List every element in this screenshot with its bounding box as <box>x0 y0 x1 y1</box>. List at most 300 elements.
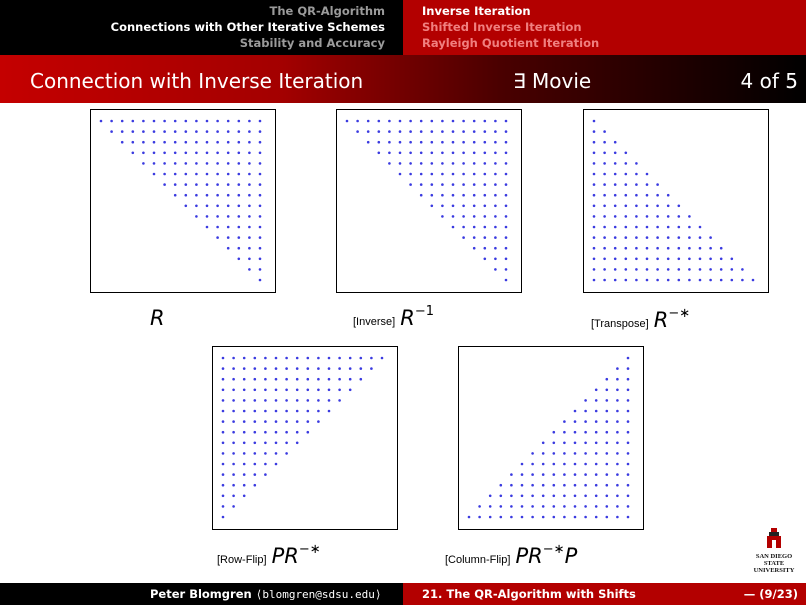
nonzero-entry <box>195 162 198 165</box>
footer-author-bar <box>0 583 403 605</box>
nonzero-entry <box>259 141 262 144</box>
nonzero-entry <box>232 463 235 466</box>
nonzero-entry <box>614 152 617 155</box>
nonzero-entry <box>248 130 251 133</box>
nonzero-entry <box>627 378 630 381</box>
nonzero-entry <box>216 130 219 133</box>
nonzero-entry <box>720 268 723 271</box>
nonzero-entry <box>473 162 476 165</box>
nav-section-connections[interactable]: Connections with Other Iterative Schemes <box>110 20 385 34</box>
nonzero-entry <box>206 183 209 186</box>
nonzero-entry <box>216 226 219 229</box>
nonzero-entry <box>388 120 391 123</box>
nonzero-entry <box>195 152 198 155</box>
nonzero-entry <box>614 183 617 186</box>
nonzero-entry <box>688 215 691 218</box>
nonzero-entry <box>709 247 712 250</box>
nonzero-entry <box>195 120 198 123</box>
author-name: Peter Blomgren <box>150 587 252 601</box>
nonzero-entry <box>227 130 230 133</box>
nonzero-entry <box>275 431 278 434</box>
nonzero-entry <box>625 205 628 208</box>
nonzero-entry <box>468 516 471 519</box>
nonzero-entry <box>227 215 230 218</box>
nonzero-entry <box>593 258 596 261</box>
nonzero-entry <box>699 279 702 282</box>
frame-title-bar <box>0 55 806 103</box>
nonzero-entry <box>307 431 310 434</box>
nonzero-entry <box>367 130 370 133</box>
nonzero-entry <box>285 452 288 455</box>
nonzero-entry <box>206 130 209 133</box>
nonzero-entry <box>185 120 188 123</box>
nonzero-entry <box>307 399 310 402</box>
nonzero-entry <box>275 463 278 466</box>
matrix-r-transpose-sparsity-plot <box>584 110 768 292</box>
nonzero-entry <box>616 495 619 498</box>
nonzero-entry <box>627 367 630 370</box>
nonzero-entry <box>656 215 659 218</box>
nonzero-entry <box>625 152 628 155</box>
nonzero-entry <box>473 226 476 229</box>
nonzero-entry <box>462 236 465 239</box>
nonzero-entry <box>688 247 691 250</box>
nonzero-entry <box>243 357 246 360</box>
nonzero-entry <box>243 452 246 455</box>
nonzero-entry <box>420 173 423 176</box>
nonzero-entry <box>505 236 508 239</box>
nonzero-entry <box>462 183 465 186</box>
nonzero-entry <box>431 194 434 197</box>
nonzero-entry <box>553 495 556 498</box>
nonzero-entry <box>616 463 619 466</box>
nonzero-entry <box>606 431 609 434</box>
nonzero-entry <box>264 399 267 402</box>
nonzero-entry <box>349 357 352 360</box>
nonzero-entry <box>238 183 241 186</box>
nonzero-entry <box>232 473 235 476</box>
matrix-column-flip-panel <box>458 346 644 530</box>
nonzero-entry <box>614 268 617 271</box>
nonzero-entry <box>614 279 617 282</box>
nonzero-entry <box>614 162 617 165</box>
nonzero-entry <box>593 236 596 239</box>
nonzero-entry <box>646 279 649 282</box>
nonzero-entry <box>370 357 373 360</box>
nonzero-entry <box>646 183 649 186</box>
nonzero-entry <box>388 162 391 165</box>
nonzero-entry <box>259 130 262 133</box>
nonzero-entry <box>563 516 566 519</box>
nonzero-entry <box>206 173 209 176</box>
nonzero-entry <box>656 279 659 282</box>
nonzero-entry <box>307 389 310 392</box>
nonzero-entry <box>606 399 609 402</box>
nonzero-entry <box>494 120 497 123</box>
nonzero-entry <box>563 452 566 455</box>
nonzero-entry <box>100 120 103 123</box>
nonzero-entry <box>243 431 246 434</box>
nonzero-entry <box>505 162 508 165</box>
nav-subsection-shifted-inverse[interactable]: Shifted Inverse Iteration <box>422 20 582 34</box>
nonzero-entry <box>627 410 630 413</box>
nonzero-entry <box>285 389 288 392</box>
section-list <box>0 0 403 55</box>
nonzero-entry <box>563 420 566 423</box>
nonzero-entry <box>222 442 225 445</box>
nonzero-entry <box>606 442 609 445</box>
caption-transpose-math: R <box>653 308 669 332</box>
footer-talk-bar <box>403 583 806 605</box>
nonzero-entry <box>254 420 257 423</box>
caption-row-flip-math: PR <box>271 544 299 568</box>
nonzero-entry <box>614 236 617 239</box>
nonzero-entry <box>238 205 241 208</box>
nonzero-entry <box>232 420 235 423</box>
nonzero-entry <box>174 152 177 155</box>
nonzero-entry <box>259 205 262 208</box>
nonzero-entry <box>606 452 609 455</box>
nonzero-entry <box>338 378 341 381</box>
nonzero-entry <box>243 484 246 487</box>
sdsu-logo <box>746 527 802 574</box>
nonzero-entry <box>163 141 166 144</box>
nonzero-entry <box>656 194 659 197</box>
nonzero-entry <box>595 389 598 392</box>
nonzero-entry <box>606 463 609 466</box>
nonzero-entry <box>388 130 391 133</box>
nonzero-entry <box>478 516 481 519</box>
nonzero-entry <box>595 516 598 519</box>
nonzero-entry <box>254 378 257 381</box>
nonzero-entry <box>625 279 628 282</box>
nonzero-entry <box>462 130 465 133</box>
nonzero-entry <box>531 505 534 508</box>
nonzero-entry <box>222 495 225 498</box>
nonzero-entry <box>635 247 638 250</box>
nonzero-entry <box>296 367 299 370</box>
nav-section-stability[interactable]: Stability and Accuracy <box>239 36 385 50</box>
nonzero-entry <box>473 173 476 176</box>
nonzero-entry <box>275 442 278 445</box>
movie-link[interactable]: ∃ Movie <box>513 69 592 93</box>
nonzero-entry <box>584 431 587 434</box>
caption-transpose-sup: −∗ <box>668 306 691 321</box>
nonzero-entry <box>603 173 606 176</box>
nonzero-entry <box>431 173 434 176</box>
nonzero-entry <box>409 173 412 176</box>
nonzero-entry <box>153 130 156 133</box>
nonzero-entry <box>195 183 198 186</box>
nonzero-entry <box>603 141 606 144</box>
nonzero-entry <box>174 194 177 197</box>
nonzero-entry <box>285 431 288 434</box>
nonzero-entry <box>593 152 596 155</box>
nonzero-entry <box>627 505 630 508</box>
nonzero-entry <box>259 152 262 155</box>
nonzero-entry <box>195 194 198 197</box>
nonzero-entry <box>317 389 320 392</box>
section-navigation <box>0 0 806 55</box>
nonzero-entry <box>625 162 628 165</box>
nonzero-entry <box>627 495 630 498</box>
nonzero-entry <box>222 378 225 381</box>
nonzero-entry <box>462 226 465 229</box>
nonzero-entry <box>627 357 630 360</box>
nonzero-entry <box>195 130 198 133</box>
nonzero-entry <box>574 452 577 455</box>
nonzero-entry <box>420 183 423 186</box>
nonzero-entry <box>248 205 251 208</box>
nonzero-entry <box>616 367 619 370</box>
nonzero-entry <box>606 495 609 498</box>
nonzero-entry <box>595 442 598 445</box>
nonzero-entry <box>688 279 691 282</box>
nonzero-entry <box>699 258 702 261</box>
nonzero-entry <box>741 268 744 271</box>
nonzero-entry <box>646 215 649 218</box>
nonzero-entry <box>238 173 241 176</box>
matrix-r-panel <box>90 109 276 293</box>
nonzero-entry <box>206 226 209 229</box>
nonzero-entry <box>163 120 166 123</box>
nonzero-entry <box>593 194 596 197</box>
nonzero-entry <box>307 420 310 423</box>
caption-r-math: R <box>150 306 165 330</box>
nonzero-entry <box>285 378 288 381</box>
nonzero-entry <box>627 463 630 466</box>
nonzero-entry <box>238 130 241 133</box>
nonzero-entry <box>489 495 492 498</box>
nonzero-entry <box>328 378 331 381</box>
nonzero-entry <box>484 258 487 261</box>
nonzero-entry <box>595 473 598 476</box>
nonzero-entry <box>238 141 241 144</box>
nonzero-entry <box>616 378 619 381</box>
nonzero-entry <box>625 236 628 239</box>
nonzero-entry <box>441 141 444 144</box>
nonzero-entry <box>110 130 113 133</box>
nonzero-entry <box>574 431 577 434</box>
nonzero-entry <box>688 258 691 261</box>
nonzero-entry <box>603 194 606 197</box>
nonzero-entry <box>473 205 476 208</box>
nav-subsection-inverse-iteration[interactable]: Inverse Iteration <box>422 4 531 18</box>
nonzero-entry <box>185 130 188 133</box>
nonzero-entry <box>317 367 320 370</box>
nonzero-entry <box>678 215 681 218</box>
nonzero-entry <box>494 162 497 165</box>
nonzero-entry <box>484 183 487 186</box>
nonzero-entry <box>595 463 598 466</box>
nonzero-entry <box>603 226 606 229</box>
nonzero-entry <box>132 141 135 144</box>
nonzero-entry <box>484 215 487 218</box>
nonzero-entry <box>521 505 524 508</box>
nonzero-entry <box>452 141 455 144</box>
nonzero-entry <box>603 162 606 165</box>
nonzero-entry <box>238 215 241 218</box>
nonzero-entry <box>584 516 587 519</box>
nonzero-entry <box>259 226 262 229</box>
nonzero-entry <box>494 247 497 250</box>
nonzero-entry <box>264 378 267 381</box>
nonzero-entry <box>593 279 596 282</box>
nonzero-entry <box>595 484 598 487</box>
nonzero-entry <box>462 205 465 208</box>
nonzero-entry <box>153 120 156 123</box>
nonzero-entry <box>709 258 712 261</box>
nonzero-entry <box>505 258 508 261</box>
frame-title: Connection with Inverse Iteration <box>30 69 364 93</box>
nonzero-entry <box>243 420 246 423</box>
nonzero-entry <box>510 495 513 498</box>
nonzero-entry <box>574 463 577 466</box>
nonzero-entry <box>593 205 596 208</box>
caption-inverse-math: R <box>400 306 415 330</box>
nav-section-qr-algorithm[interactable]: The QR-Algorithm <box>269 4 385 18</box>
nonzero-entry <box>275 389 278 392</box>
nonzero-entry <box>248 268 251 271</box>
nonzero-entry <box>296 389 299 392</box>
nonzero-entry <box>185 152 188 155</box>
nonzero-entry <box>500 505 503 508</box>
nonzero-entry <box>603 183 606 186</box>
nonzero-entry <box>409 152 412 155</box>
nonzero-entry <box>584 505 587 508</box>
nonzero-entry <box>216 205 219 208</box>
nonzero-entry <box>259 247 262 250</box>
nonzero-entry <box>259 279 262 282</box>
nonzero-entry <box>238 120 241 123</box>
nonzero-entry <box>370 367 373 370</box>
nonzero-entry <box>531 484 534 487</box>
nonzero-entry <box>216 141 219 144</box>
nonzero-entry <box>574 495 577 498</box>
nonzero-entry <box>232 367 235 370</box>
nonzero-entry <box>584 463 587 466</box>
nonzero-entry <box>574 505 577 508</box>
nonzero-entry <box>275 452 278 455</box>
nonzero-entry <box>462 194 465 197</box>
nonzero-entry <box>603 258 606 261</box>
nonzero-entry <box>494 173 497 176</box>
nonzero-entry <box>142 120 145 123</box>
nonzero-entry <box>259 215 262 218</box>
nonzero-entry <box>531 452 534 455</box>
nonzero-entry <box>259 194 262 197</box>
nonzero-entry <box>378 120 381 123</box>
nonzero-entry <box>678 258 681 261</box>
nonzero-entry <box>431 205 434 208</box>
nonzero-entry <box>462 162 465 165</box>
nonzero-entry <box>259 173 262 176</box>
nonzero-entry <box>296 399 299 402</box>
matrix-column-flip-sparsity-plot <box>459 347 643 529</box>
nonzero-entry <box>238 236 241 239</box>
nonzero-entry <box>542 452 545 455</box>
nonzero-entry <box>338 399 341 402</box>
nonzero-entry <box>216 183 219 186</box>
nonzero-entry <box>462 141 465 144</box>
nonzero-entry <box>603 236 606 239</box>
nonzero-entry <box>625 247 628 250</box>
nonzero-entry <box>752 279 755 282</box>
nonzero-entry <box>473 215 476 218</box>
nonzero-entry <box>285 420 288 423</box>
nonzero-entry <box>741 279 744 282</box>
nonzero-entry <box>667 279 670 282</box>
nonzero-entry <box>431 141 434 144</box>
nonzero-entry <box>584 495 587 498</box>
nonzero-entry <box>238 226 241 229</box>
nonzero-entry <box>656 226 659 229</box>
nonzero-entry <box>222 420 225 423</box>
nonzero-entry <box>360 367 363 370</box>
nonzero-entry <box>667 258 670 261</box>
caption-row-flip-sup: −∗ <box>298 542 321 557</box>
nonzero-entry <box>216 173 219 176</box>
nonzero-entry <box>142 152 145 155</box>
nonzero-entry <box>232 378 235 381</box>
nonzero-entry <box>505 268 508 271</box>
nonzero-entry <box>614 247 617 250</box>
nonzero-entry <box>206 152 209 155</box>
nonzero-entry <box>593 141 596 144</box>
nonzero-entry <box>222 410 225 413</box>
nonzero-entry <box>254 473 257 476</box>
nonzero-entry <box>593 173 596 176</box>
nonzero-entry <box>614 215 617 218</box>
nonzero-entry <box>275 367 278 370</box>
nonzero-entry <box>553 431 556 434</box>
nonzero-entry <box>349 389 352 392</box>
nonzero-entry <box>431 120 434 123</box>
nonzero-entry <box>409 183 412 186</box>
nonzero-entry <box>646 258 649 261</box>
nonzero-entry <box>121 141 124 144</box>
nonzero-entry <box>563 495 566 498</box>
nav-subsection-rayleigh[interactable]: Rayleigh Quotient Iteration <box>422 36 600 50</box>
nonzero-entry <box>584 452 587 455</box>
nonzero-entry <box>222 516 225 519</box>
nonzero-entry <box>452 130 455 133</box>
nonzero-entry <box>462 152 465 155</box>
nonzero-entry <box>614 194 617 197</box>
nonzero-entry <box>625 173 628 176</box>
nonzero-entry <box>264 473 267 476</box>
nonzero-entry <box>153 152 156 155</box>
nonzero-entry <box>259 268 262 271</box>
nonzero-entry <box>688 268 691 271</box>
nonzero-entry <box>688 226 691 229</box>
nonzero-entry <box>656 236 659 239</box>
nonzero-entry <box>216 152 219 155</box>
nonzero-entry <box>678 279 681 282</box>
nonzero-entry <box>489 505 492 508</box>
nonzero-entry <box>275 378 278 381</box>
nonzero-entry <box>409 120 412 123</box>
nonzero-entry <box>452 194 455 197</box>
caption-column-flip-math: PR <box>515 544 543 568</box>
nonzero-entry <box>248 152 251 155</box>
nonzero-entry <box>616 505 619 508</box>
nonzero-entry <box>121 120 124 123</box>
nonzero-entry <box>132 130 135 133</box>
nonzero-entry <box>356 120 359 123</box>
nonzero-entry <box>307 357 310 360</box>
nonzero-entry <box>275 399 278 402</box>
